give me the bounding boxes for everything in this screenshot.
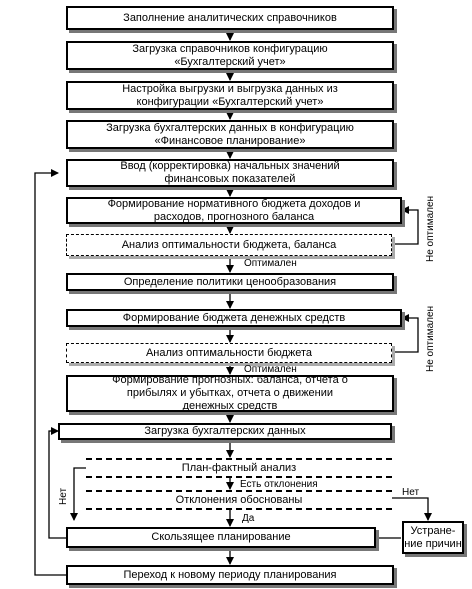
step-load-accounting-to-planning: Загрузка бухгалтерских данных в конфигурацию «Финансовое планирование»	[66, 120, 394, 149]
step-plan-fact-analysis: План-фактный анализ	[86, 458, 392, 478]
arrow-no-left	[74, 468, 86, 520]
label-has-deviations: Есть отклонения	[240, 479, 318, 490]
step-forecast-reports: Формирование прогнозных: баланса, отчета о прибылях и убытках, отчета о движении денежных средств	[66, 375, 394, 412]
step-eliminate-causes: Устране- ние причин	[402, 521, 464, 554]
step-pricing-policy: Определение политики ценообразования	[66, 273, 394, 291]
arrow-no-right	[392, 498, 428, 520]
step-cash-budget: Формирование бюджета денежных средств	[66, 309, 402, 327]
label-optimal-1: Оптимален	[244, 258, 297, 269]
label-no-right: Нет	[402, 487, 420, 498]
step-budget-balance-analysis: Анализ оптимальности бюджета, баланса	[66, 234, 392, 256]
step-load-accounting-data: Загрузка бухгалтерских данных	[58, 423, 392, 440]
step-normative-budget: Формирование нормативного бюджета доходов и расходов, прогнозного баланса	[66, 197, 402, 224]
step-deviations-justified: Отклонения обоснованы	[86, 490, 392, 510]
step-load-config-reference: Загрузка справочников конфигурацию «Бухгалтерский учет»	[66, 41, 394, 70]
label-optimal-2: Оптимален	[244, 364, 297, 375]
label-not-optimal-1: Не оптимален	[425, 195, 436, 262]
loop-new-period	[35, 173, 66, 575]
step-initial-values-input: Ввод (корректировка) начальных значений финансовых показателей	[66, 159, 394, 187]
step-budget-analysis: Анализ оптимальности бюджета	[66, 343, 392, 363]
label-yes: Да	[242, 513, 255, 524]
label-no-left: Нет	[58, 487, 69, 505]
step-export-setup: Настройка выгрузки и выгрузка данных из конфигурации «Бухгалтерский учет»	[66, 81, 394, 110]
step-new-period: Переход к новому периоду планирования	[66, 565, 394, 585]
step-fill-reference-books: Заполнение аналитических справочников	[66, 6, 394, 30]
label-not-optimal-2: Не оптимален	[425, 305, 436, 372]
loop-rolling-to-loading	[49, 431, 66, 538]
step-rolling-planning: Скользящее планирование	[66, 527, 376, 548]
